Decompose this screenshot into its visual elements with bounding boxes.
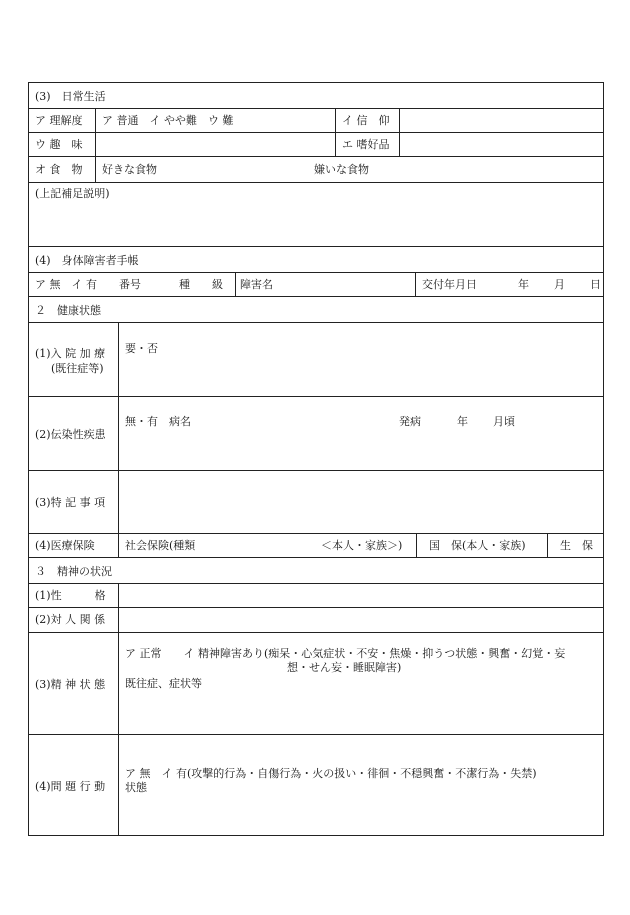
onset-year: 年 [457, 415, 468, 428]
handbook-type: 種 級 [179, 278, 223, 291]
personality-field[interactable] [118, 584, 603, 607]
special-notes-field[interactable] [118, 471, 603, 533]
preference-label: エ 嗜好品 [342, 138, 390, 151]
national-insurance: 国 保(本人・家族) [429, 539, 526, 552]
relations-label: (2)対 人 関 係 [35, 613, 106, 626]
problem-behavior-field[interactable] [118, 735, 603, 836]
understanding-options: ア 普通 イ やや難 ウ 難 [102, 114, 234, 127]
health-heading-row [29, 297, 603, 323]
food-label: オ 食 物 [35, 163, 83, 176]
handbook-row [29, 273, 603, 297]
problem-behavior-label: (4)問 題 行 動 [35, 780, 106, 793]
personality-row [29, 584, 603, 608]
onset-month: 月頃 [493, 415, 515, 428]
disability-name-field[interactable] [235, 273, 415, 296]
hospital-value: 要・否 [125, 342, 158, 355]
notes-label: (上記補足説明) [35, 187, 110, 200]
issue-date-label: 交付年月日 [422, 278, 477, 291]
relations-field[interactable] [118, 608, 603, 632]
handbook-number: 番号 [119, 278, 141, 291]
issue-year: 年 [518, 278, 529, 291]
hobby-field[interactable] [95, 133, 335, 156]
preference-field[interactable] [399, 133, 603, 156]
handbook-presence[interactable]: ア 無 イ 有 [35, 278, 97, 291]
preference-label-cell [335, 133, 399, 156]
insurance-row [29, 534, 603, 558]
belief-field[interactable] [399, 109, 603, 132]
mental-state-line2: 想・せん妄・睡眠障害) [287, 661, 402, 674]
notes-row[interactable] [29, 183, 603, 247]
food-row [29, 157, 603, 183]
infection-field[interactable] [118, 397, 603, 470]
mental-state-line3: 既往症、症状等 [125, 677, 202, 690]
hospital-label-sub: (既往症等) [51, 362, 104, 375]
handbook-heading: (4) 身体障害者手帳 [35, 254, 139, 267]
mental-state-row [29, 633, 603, 735]
personality-label: (1)性 格 [35, 589, 106, 602]
hobby-row [29, 133, 603, 157]
understanding-label: ア 理解度 [35, 114, 83, 127]
national-insurance-field[interactable] [416, 534, 547, 557]
infection-value: 無・有 病名 [125, 415, 191, 428]
mental-state-field[interactable] [118, 633, 603, 734]
understanding-row [29, 109, 603, 133]
health-heading: ２ 健康状態 [35, 304, 101, 317]
issue-day: 日 [590, 278, 601, 291]
special-notes-label: (3)特 記 事 項 [35, 496, 106, 509]
infection-row [29, 397, 603, 471]
hospital-row [29, 323, 603, 397]
food-field[interactable] [95, 157, 603, 182]
hobby-label: ウ 趣 味 [35, 138, 83, 151]
food-likes: 好きな食物 [102, 163, 157, 176]
special-notes-row [29, 471, 603, 534]
disability-name-label: 障害名 [240, 278, 273, 291]
mental-heading: ３ 精神の状況 [35, 565, 112, 578]
social-insurance-self-family: ＜本人・家族＞) [321, 539, 403, 552]
hospital-field[interactable] [118, 323, 603, 396]
welfare: 生 保 [560, 539, 593, 552]
issue-date-field[interactable] [415, 273, 603, 296]
record-form [28, 82, 604, 836]
hospital-label: (1)入 院 加 療 [35, 347, 106, 360]
welfare-field[interactable] [547, 534, 603, 557]
insurance-label: (4)医療保険 [35, 539, 95, 552]
problem-behavior-line2: 状態 [125, 781, 147, 794]
problem-behavior-line1: ア 無 イ 有(攻撃的行為・自傷行為・火の扱い・徘徊・不穏興奮・不潔行為・失禁) [125, 767, 537, 780]
handbook-heading-row [29, 247, 603, 273]
problem-behavior-row [29, 735, 603, 836]
belief-label-cell [335, 109, 399, 132]
mental-state-label: (3)精 神 状 態 [35, 678, 106, 691]
social-insurance: 社会保険(種類 [125, 539, 196, 552]
daily-life-heading: (3) 日常生活 [35, 90, 106, 103]
relations-row [29, 608, 603, 633]
mental-heading-row [29, 558, 603, 584]
infection-label: (2)伝染性疾患 [35, 428, 106, 441]
issue-month: 月 [554, 278, 565, 291]
daily-life-heading-row [29, 83, 603, 109]
food-dislikes: 嫌いな食物 [314, 163, 369, 176]
mental-state-line1: ア 正常 イ 精神障害あり(痴呆・心気症状・不安・焦燥・抑うつ状態・興奮・幻覚・妄 [125, 647, 566, 660]
onset-label: 発病 [399, 415, 421, 428]
belief-label: イ 信 仰 [342, 114, 390, 127]
understanding-field[interactable] [95, 109, 335, 132]
social-insurance-field[interactable] [118, 534, 416, 557]
